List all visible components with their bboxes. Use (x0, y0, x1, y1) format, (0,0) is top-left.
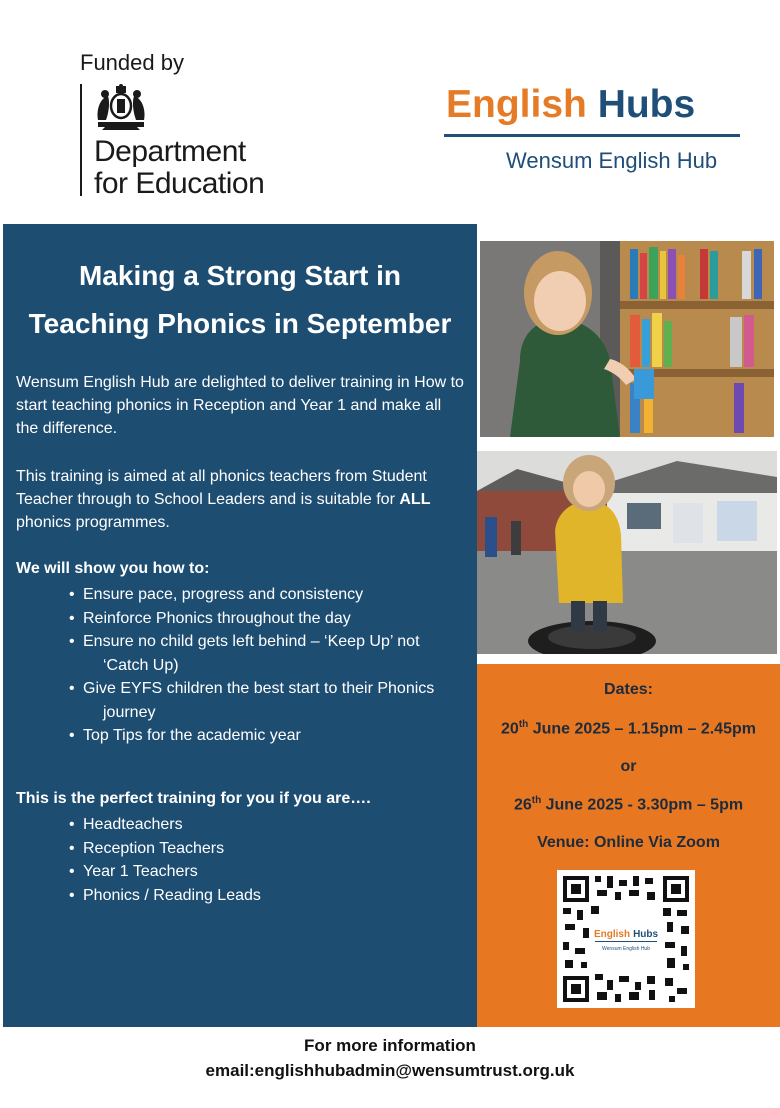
title-line2: Teaching Phonics in September (28, 308, 452, 339)
list-item-continuation: ‘Catch Up) (103, 656, 179, 674)
qr-code[interactable] (557, 870, 695, 1008)
dates-label: Dates: (604, 681, 653, 698)
list-item-text: Ensure pace, progress and consistency (83, 586, 364, 603)
department-for-education-text (94, 136, 264, 200)
list-item (69, 884, 369, 908)
perfect-for-heading: This is the perfect training for you if you are…. (16, 790, 371, 807)
english-word: English (446, 83, 587, 126)
intro-paragraph: Wensum English Hub are delighted to deliver training in How to start teaching phonics in Reception and Year 1 and make all the difference. (16, 374, 464, 437)
qr-hubs-word: Hubs (633, 929, 659, 940)
aimed-at-prefix: This training is aimed at all phonics teachers from Student Teacher through to School Leaders and is suitable for (16, 468, 427, 508)
list-item-text: Phonics / Reading Leads (83, 886, 261, 904)
list-item-text: Give EYFS children the best start to their Phonics (83, 680, 435, 697)
list-item-text: Ensure no child gets left behind – ‘Keep Up’ not (83, 633, 420, 650)
date2-suffix: th (531, 795, 542, 806)
date1-rest: June 2025 – 1.15pm – 2.45pm (528, 720, 756, 738)
funded-by-label: Funded by (80, 50, 184, 75)
qr-center-logo (594, 929, 659, 940)
photo-girl-bookshelf (480, 241, 774, 437)
list-item (69, 677, 459, 724)
aimed-at-paragraph (16, 465, 466, 534)
list-item (69, 860, 369, 884)
date1-suffix: th (518, 719, 529, 730)
show-list (69, 583, 459, 748)
hubs-word: Hubs (597, 83, 696, 126)
date2-day: 26 (513, 796, 532, 814)
show-heading: We will show you how to: (16, 560, 210, 577)
aimed-at-bold: ALL (399, 491, 431, 508)
department-line2: for Education (94, 167, 265, 200)
list-item (69, 813, 369, 837)
date-option-2 (477, 795, 780, 814)
title-line1: Making a Strong Start in (78, 260, 402, 291)
english-hubs-logo (444, 82, 744, 182)
aimed-at-suffix: phonics programmes. (16, 514, 170, 531)
photo-girl-bookshelf-image (480, 241, 774, 437)
list-item-text: Top Tips for the academic year (83, 727, 301, 744)
training-info-panel (3, 224, 477, 1027)
dates-panel (477, 664, 780, 1027)
footer-more-info: For more information (304, 1036, 476, 1055)
list-item (69, 724, 459, 748)
english-hubs-underline (444, 134, 740, 137)
department-line1: Department (94, 135, 246, 168)
or-label: or (620, 758, 637, 775)
date2-rest: June 2025 - 3.30pm – 5pm (541, 796, 744, 814)
list-item (69, 607, 459, 631)
list-item-continuation: journey (103, 703, 156, 721)
royal-crest-icon (92, 84, 150, 132)
list-item (69, 837, 369, 861)
list-item-text: Reinforce Phonics throughout the day (83, 609, 351, 627)
date-option-1 (477, 719, 780, 738)
dfe-logo (78, 50, 318, 210)
dfe-divider (80, 84, 82, 196)
venue-label: Venue: Online Via Zoom (537, 834, 720, 851)
list-item (69, 630, 459, 677)
photo-boy-playground-image (477, 451, 777, 654)
list-item-text: Headteachers (83, 816, 183, 833)
list-item (69, 583, 459, 607)
qr-code-icon (557, 870, 695, 1008)
date1-day: 20 (501, 720, 519, 738)
qr-center-subtitle: Wensum English Hub (602, 946, 650, 952)
footer-email-link[interactable]: email:englishhubadmin@wensumtrust.org.uk (205, 1061, 575, 1080)
audience-list (69, 813, 369, 907)
english-hubs-wordmark (446, 82, 695, 128)
photo-boy-playground (477, 451, 777, 654)
wensum-english-hub-label: Wensum English Hub (506, 148, 718, 173)
page-title (3, 252, 477, 348)
footer-contact (0, 1033, 780, 1083)
list-item-text: Year 1 Teachers (83, 863, 198, 880)
list-item-text: Reception Teachers (83, 839, 225, 857)
qr-english-word: English (593, 929, 631, 940)
